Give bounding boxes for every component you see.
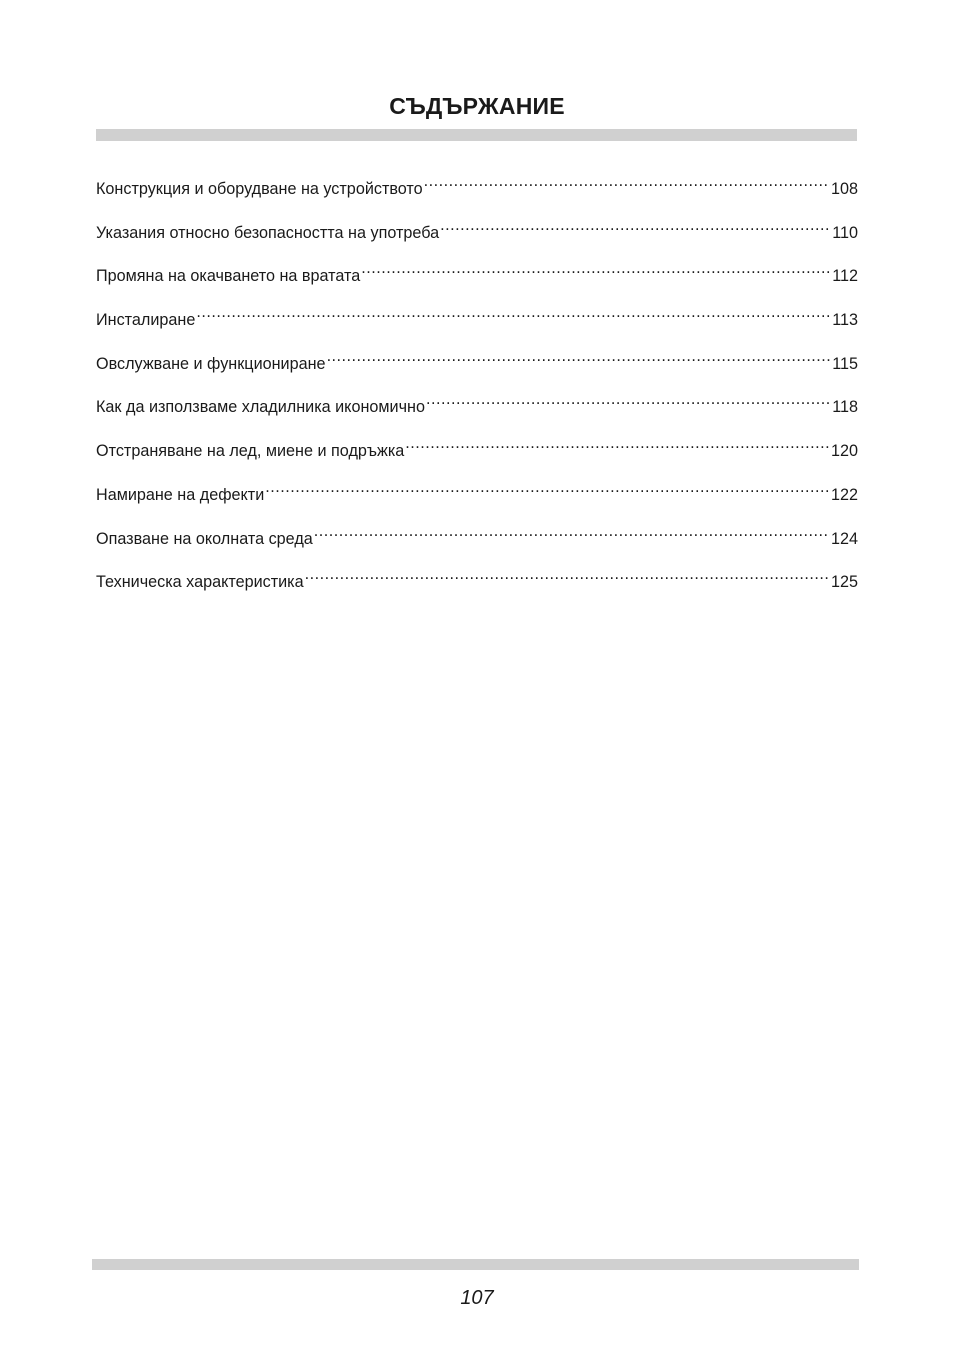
toc-entry-label: Намиране на дефекти: [96, 485, 265, 504]
toc-entry[interactable]: [96, 212, 858, 256]
toc-entry[interactable]: [96, 343, 858, 387]
toc-dot-leader: [265, 474, 830, 500]
toc-entry[interactable]: [96, 561, 858, 605]
toc-dot-leader: [305, 561, 830, 587]
bottom-divider: [92, 1259, 859, 1270]
toc-entry-label: Как да използваме хладилника икономично: [96, 398, 425, 417]
toc-entry-page: 110: [832, 223, 858, 242]
toc-entry[interactable]: [96, 168, 858, 212]
toc-dot-leader: [424, 168, 830, 194]
toc-entry-page: 108: [830, 180, 858, 198]
toc-dot-leader: [440, 212, 831, 238]
toc-entry-label: Опазване на околната среда: [96, 529, 313, 548]
toc-entry-page: 124: [830, 529, 858, 548]
toc-entry[interactable]: [96, 386, 858, 430]
page-number: 107: [460, 1287, 494, 1309]
toc-dot-leader: [314, 518, 830, 544]
toc-entry-page: 125: [830, 573, 858, 592]
toc-entry-page: 122: [830, 485, 858, 504]
toc-dot-leader: [426, 386, 831, 412]
table-of-contents: [96, 168, 858, 605]
toc-entry-label: Промяна на окачването на вратата: [96, 267, 361, 286]
toc-entry[interactable]: [96, 474, 858, 518]
toc-entry-label: Овслужване и функциониране: [96, 354, 326, 373]
toc-dot-leader: [405, 430, 830, 456]
toc-dot-leader: [361, 255, 831, 281]
toc-entry[interactable]: [96, 299, 858, 343]
toc-dot-leader: [327, 343, 832, 369]
toc-entry-label: Конструкция и оборудване на устройството: [96, 180, 423, 198]
toc-entry-label: Отстраняване на лед, миене и подръжка: [96, 442, 405, 461]
top-divider: [96, 129, 857, 141]
toc-entry-page: 120: [830, 442, 858, 461]
toc-entry[interactable]: [96, 518, 858, 562]
toc-dot-leader: [196, 299, 831, 325]
toc-entry-page: 118: [832, 398, 858, 417]
toc-entry[interactable]: [96, 255, 858, 299]
toc-entry-label: Техническа характеристика: [96, 573, 304, 592]
toc-entry-page: 115: [832, 354, 858, 373]
toc-entry[interactable]: [96, 430, 858, 474]
toc-entry-page: 112: [832, 267, 858, 286]
toc-entry-label: Указания относно безопасността на употреба: [96, 223, 440, 242]
page-title: СЪДЪРЖАНИЕ: [389, 93, 565, 119]
toc-entry-page: 113: [832, 311, 858, 330]
toc-entry-label: Инсталиране: [96, 311, 196, 330]
